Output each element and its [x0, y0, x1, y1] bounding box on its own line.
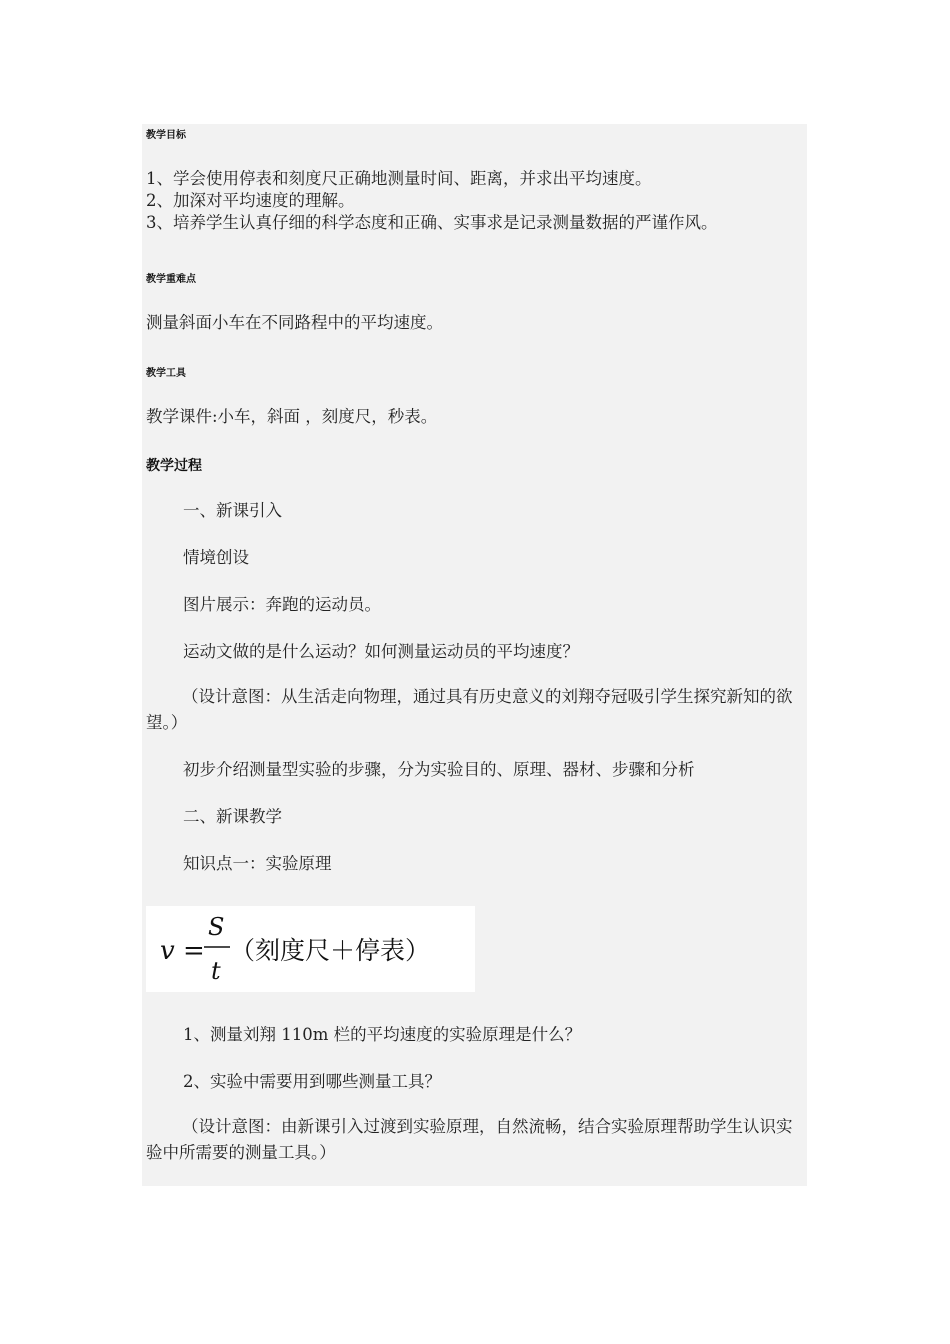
goal-item-2: 2、加深对平均速度的理解。 — [146, 191, 355, 210]
formula-image — [146, 906, 475, 992]
tools-text: 教学课件:小车，斜面 ，刻度尺，秒表。 — [146, 407, 438, 426]
process-line-question: 运动文做的是什么运动？如何测量运动员的平均速度？ — [183, 642, 579, 661]
process-line-knowledge: 知识点一：实验原理 — [183, 854, 332, 873]
process-line-scenario: 情境创设 — [183, 548, 249, 567]
process-line-new-lesson: 二、新课教学 — [183, 807, 282, 826]
question-2: 2、实验中需要用到哪些测量工具？ — [183, 1072, 441, 1091]
process-line-steps: 初步介绍测量型实验的步骤，分为实验目的、原理、器材、步骤和分析 — [183, 760, 695, 779]
question-1: 1、测量刘翔 110m 栏的平均速度的实验原理是什么？ — [183, 1025, 582, 1044]
formula-numerator: S — [208, 913, 225, 941]
goal-item-1: 1、学会使用停表和刻度尺正确地测量时间、距离，并求出平均速度。 — [146, 169, 652, 188]
process-heading: 教学过程 — [146, 458, 202, 474]
formula-lhs: v = — [160, 936, 205, 966]
key-points-text: 测量斜面小车在不同路程中的平均速度。 — [146, 313, 443, 332]
formula-note: （刻度尺＋停表） — [230, 936, 431, 965]
goals-heading: 教学目标 — [146, 130, 186, 141]
key-points-heading: 教学重难点 — [146, 274, 196, 285]
tools-heading: 教学工具 — [146, 368, 186, 379]
process-design-intent-1: （设计意图：从生活走向物理，通过具有历史意义的刘翔夺冠吸引学生探究新知的欲望。） — [146, 687, 793, 732]
process-design-intent-2: （设计意图：由新课引入过渡到实验原理，自然流畅，结合实验原理帮助学生认识实验中所需要的测量工具。） — [146, 1117, 793, 1162]
process-line-intro: 一、新课引入 — [183, 501, 282, 520]
formula-denominator: t — [211, 957, 221, 985]
goal-item-3: 3、培养学生认真仔细的科学态度和正确、实事求是记录测量数据的严谨作风。 — [146, 213, 718, 232]
process-line-picture: 图片展示：奔跑的运动员。 — [183, 595, 381, 614]
